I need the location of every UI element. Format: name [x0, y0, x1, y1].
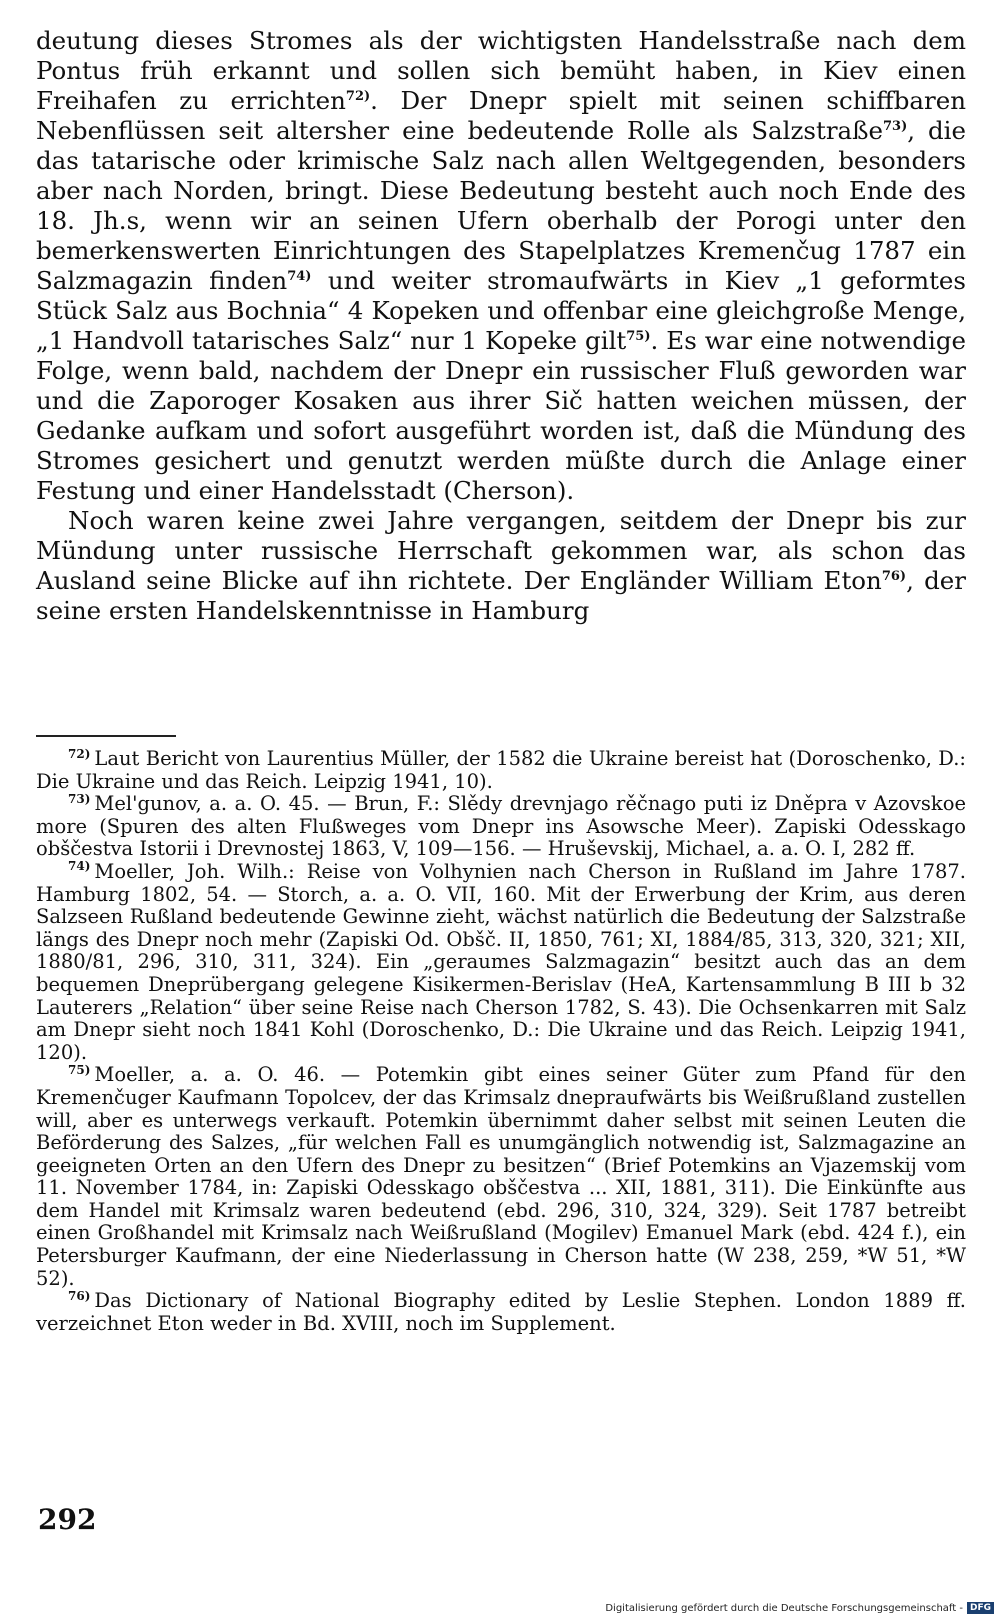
- footnote-mark: 73): [68, 791, 91, 806]
- text-run: , die das tatarische oder krimische Salz nach allen Weltgegenden, besonders aber nach Norden, bringt. Diese Bedeutung besteht auch noch Ende des 18. Jh.s, wenn wir an seinen Ufern oberhalb der Porogi unter den bemerkenswerten Einrichtungen des Stapelplatzes Kremenčug 1787 ein Salzmagazin finden: [36, 116, 967, 295]
- footnote-ref-76: 76): [881, 568, 907, 584]
- footnote-mark: 76): [68, 1288, 91, 1303]
- dfg-logo: DFG: [967, 1602, 994, 1614]
- text-run: . Es war eine notwendige Folge, wenn bald, nachdem der Dnepr ein russischer Fluß geworden war und die Zaporoger Kosaken aus ihrer Sič hatten weichen müssen, der Gedanke aufkam und sofort ausgeführt worden ist, daß die Mündung des Stromes gesichert und genutzt werden müßte durch die Anlage einer Festung und einer Handelsstadt (Cherson).: [36, 326, 967, 505]
- footnote-mark: 72): [68, 746, 91, 761]
- footnote-ref-72: 72): [345, 88, 371, 104]
- footnote-ref-74: 74): [287, 268, 312, 284]
- footnote-text: Das Dictionary of National Biography edited by Leslie Stephen. London 1889 ff. verzeichnet Eton weder in Bd. XVIII, noch im Supplement.: [36, 1289, 966, 1335]
- footnote-mark: 75): [68, 1062, 91, 1077]
- text-run: , der seine ersten Handelskenntnisse in Hamburg: [36, 566, 966, 625]
- paragraph-1: [36, 26, 966, 506]
- footnote-text: Laut Bericht von Laurentius Müller, der 1582 die Ukraine bereist hat (Doroschenko, D.: Die Ukraine und das Reich. Leipzig 1941, 10).: [36, 747, 966, 793]
- credit-text: Digitalisierung gefördert durch die Deutsche Forschungsgemeinschaft -: [605, 1602, 963, 1614]
- text-run: . Der Dnepr spielt mit seinen schiffbaren Nebenflüssen seit altersher eine bedeutende Rolle als Salzstraße: [36, 86, 966, 145]
- footnote-text: Mel'gunov, a. a. O. 45. — Brun, F.: Slědy drevnjago rěčnago puti iz Dněpra v Azovskoe more (Spuren des alten Flußweges vom Dnepr ins Asowsche Meer). Zapiski Odesskago obščestva Istorii i Drevnostej 1863, V, 109—156. — Hruševskij, Michael, a. a. O. I, 282 ff.: [36, 792, 966, 861]
- text-run: und weiter stromaufwärts in Kiev „1 geformtes Stück Salz aus Bochnia“ 4 Kopeken und offenbar eine gleichgroße Menge, „1 Handvoll tatarisches Salz“ nur 1 Kopeke gilt: [36, 266, 966, 355]
- footnote-76: [36, 1290, 966, 1335]
- page-content: [36, 26, 966, 626]
- footnote-mark: 74): [68, 859, 91, 874]
- footnotes: [36, 748, 966, 1335]
- footnote-ref-75: 75): [626, 328, 651, 344]
- footnote-ref-73: 73): [883, 118, 908, 134]
- text-run: deutung dieses Stromes als der wichtigsten Handelsstraße nach dem Pontus früh erkannt und sollen sich bemüht haben, in Kiev einen Freihafen zu errichten: [36, 26, 966, 115]
- page-number: 292: [38, 1503, 97, 1536]
- footnote-text: Moeller, a. a. O. 46. — Potemkin gibt eines seiner Güter zum Pfand für den Kremenčuger Kaufmann Topolcev, der das Krimsalz dnepraufwärts bis Weißrußland zustellen will, aber es unterwegs verkauft. Potemkin übernimmt daher selbst mit seinen Leuten die Beförderung des Salzes, „für welchen Fall es unumgänglich notwendig ist, Salzmagazine an geeigneten Orten an den Ufern des Dnepr zu besitzen“ (Brief Potemkins an Vjazemskij vom 11. November 1784, in: Zapiski Odesskago obščestva ... XII, 1881, 311). Die Einkünfte aus dem Handel mit Krimsalz waren bedeutend (ebd. 296, 310, 324, 329). Seit 1787 betreibt einen Großhandel mit Krimsalz nach Weißrußland (Mogilev) Emanuel Mark (ebd. 424 f.), ein Petersburger Kaufmann, der eine Niederlassung in Cherson hatte (W 238, 259, *W 51, *W 52).: [36, 1063, 966, 1290]
- paragraph-2: [36, 506, 966, 626]
- main-text: [36, 26, 966, 626]
- digitization-credit: [605, 1602, 994, 1614]
- text-run: Noch waren keine zwei Jahre vergangen, seitdem der Dnepr bis zur Mündung unter russische Herrschaft gekommen war, als schon das Ausland seine Blicke auf ihn richtete. Der Engländer William Eton: [36, 506, 966, 595]
- footnote-rule: [36, 735, 176, 737]
- footnote-75: [36, 1064, 966, 1290]
- footnote-72: [36, 748, 966, 793]
- footnote-73: [36, 793, 966, 861]
- footnote-text: Moeller, Joh. Wilh.: Reise von Volhynien nach Cherson in Rußland im Jahre 1787. Hamburg 1802, 54. — Storch, a. a. O. VII, 160. Mit der Erwerbung der Krim, aus deren Salzseen Rußland bedeutende Gewinne zieht, wächst natürlich die Bedeutung der Salzstraße längs des Dnepr noch mehr (Zapiski Od. Obšč. II, 1850, 761; XI, 1884/85, 313, 320, 321; XII, 1880/81, 296, 310, 311, 324). Ein „geraumes Salzmagazin“ besitzt auch das an dem bequemen Dneprübergang gelegene Kisikermen-Berislav (HeA, Kartensammlung B III b 32 Lauterers „Relation“ über seine Reise nach Cherson 1782, S. 43). Die Ochsenkarren mit Salz am Dnepr sieht noch 1841 Kohl (Doroschenko, D.: Die Ukraine und das Reich. Leipzig 1941, 120).: [36, 859, 966, 1064]
- footnote-74: [36, 861, 966, 1064]
